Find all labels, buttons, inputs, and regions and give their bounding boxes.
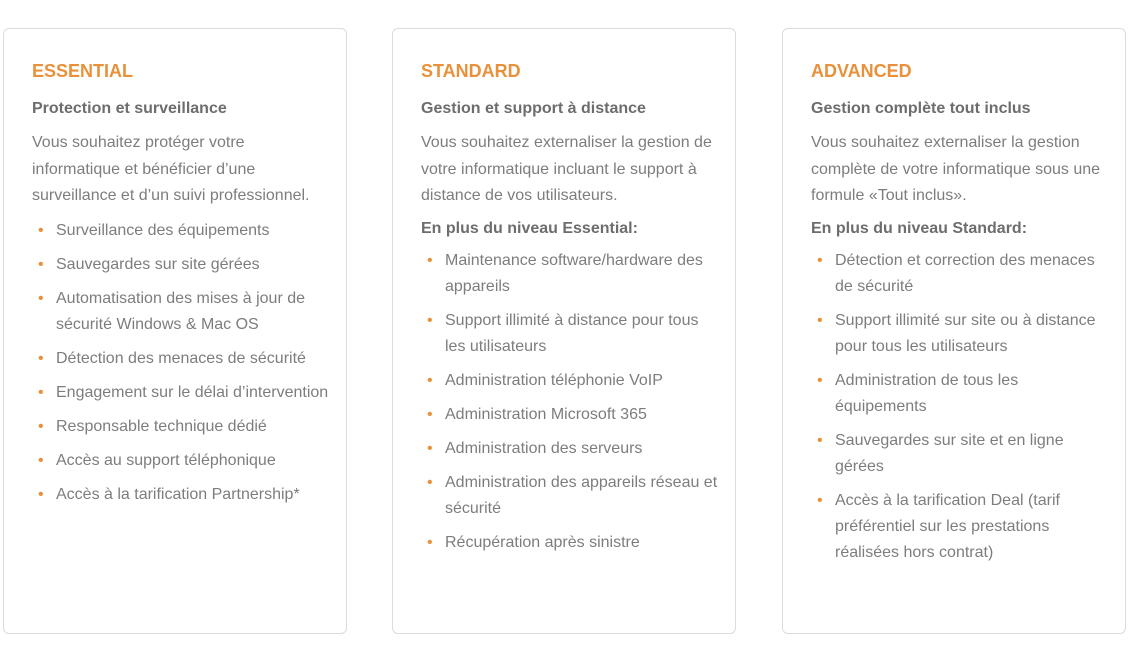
plan-title: ADVANCED bbox=[811, 61, 912, 81]
bullet-dot-icon: • bbox=[427, 311, 433, 329]
bullet-dot-icon: • bbox=[38, 451, 44, 469]
bullet-dot-icon: • bbox=[38, 383, 44, 401]
bullet-dot-icon: • bbox=[817, 491, 823, 509]
plan-subtitle: Protection et surveillance bbox=[32, 100, 227, 117]
bullet-dot-icon: • bbox=[38, 221, 44, 239]
plan-title: ESSENTIAL bbox=[32, 61, 134, 81]
plan-subtitle: Gestion complète tout inclus bbox=[811, 100, 1031, 117]
bullet-dot-icon: • bbox=[38, 289, 44, 307]
feature-list bbox=[32, 218, 332, 508]
bullet-dot-icon: • bbox=[427, 473, 433, 491]
list-item: • Administration des serveurs bbox=[421, 436, 721, 462]
list-item: • Administration des appareils réseau et sécurité bbox=[421, 470, 721, 522]
list-item: • Détection et correction des menaces de sécurité bbox=[811, 248, 1111, 300]
bullet-dot-icon: • bbox=[427, 371, 433, 389]
bullet-dot-icon: • bbox=[427, 533, 433, 551]
list-item: • Administration téléphonie VoIP bbox=[421, 368, 721, 394]
bullet-dot-icon: • bbox=[427, 405, 433, 423]
bullet-dot-icon: • bbox=[427, 251, 433, 269]
plan-includes-heading: En plus du niveau Essential: bbox=[421, 219, 638, 237]
bullet-dot-icon: • bbox=[38, 255, 44, 273]
list-item: • Accès à la tarification Deal (tarif préférentiel sur les prestations réalisées hors contrat) bbox=[811, 488, 1111, 566]
plan-subtitle: Gestion et support à distance bbox=[421, 100, 646, 117]
list-item: • Accès à la tarification Partnership* bbox=[32, 482, 332, 508]
plan-card-advanced bbox=[782, 28, 1126, 634]
bullet-dot-icon: • bbox=[817, 251, 823, 269]
plan-description: Vous souhaitez externaliser la gestion de votre informatique incluant le support à distance de vos utilisateurs. bbox=[421, 134, 712, 204]
list-item: • Support illimité sur site ou à distance pour tous les utilisateurs bbox=[811, 308, 1111, 360]
bullet-dot-icon: • bbox=[427, 439, 433, 457]
list-item: • Automatisation des mises à jour de sécurité Windows & Mac OS bbox=[32, 286, 332, 338]
list-item: • Support illimité à distance pour tous les utilisateurs bbox=[421, 308, 721, 360]
list-item: • Administration de tous les équipements bbox=[811, 368, 1111, 420]
bullet-dot-icon: • bbox=[38, 417, 44, 435]
plan-includes-heading: En plus du niveau Standard: bbox=[811, 219, 1028, 237]
bullet-dot-icon: • bbox=[38, 485, 44, 503]
bullet-dot-icon: • bbox=[817, 431, 823, 449]
bullet-dot-icon: • bbox=[817, 371, 823, 389]
list-item: • Détection des menaces de sécurité bbox=[32, 346, 332, 372]
bullet-dot-icon: • bbox=[817, 311, 823, 329]
list-item: • Sauvegardes sur site gérées bbox=[32, 252, 332, 278]
plan-description: Vous souhaitez protéger votre informatique et bénéficier d’une surveillance et d’un suivi professionnel. bbox=[32, 134, 310, 204]
feature-list bbox=[811, 248, 1111, 566]
plan-card-essential bbox=[3, 28, 347, 634]
list-item: • Responsable technique dédié bbox=[32, 414, 332, 440]
plan-title: STANDARD bbox=[421, 61, 521, 81]
list-item: • Accès au support téléphonique bbox=[32, 448, 332, 474]
list-item: • Surveillance des équipements bbox=[32, 218, 332, 244]
list-item: • Maintenance software/hardware des appareils bbox=[421, 248, 721, 300]
plan-card-standard bbox=[392, 28, 736, 634]
bullet-dot-icon: • bbox=[38, 349, 44, 367]
list-item: • Sauvegardes sur site et en ligne gérées bbox=[811, 428, 1111, 480]
list-item: • Administration Microsoft 365 bbox=[421, 402, 721, 428]
plan-description: Vous souhaitez externaliser la gestion complète de votre informatique sous une formule «Tout inclus». bbox=[811, 134, 1101, 204]
list-item: • Engagement sur le délai d’intervention bbox=[32, 380, 332, 406]
list-item: • Récupération après sinistre bbox=[421, 530, 721, 556]
feature-list bbox=[421, 248, 721, 556]
